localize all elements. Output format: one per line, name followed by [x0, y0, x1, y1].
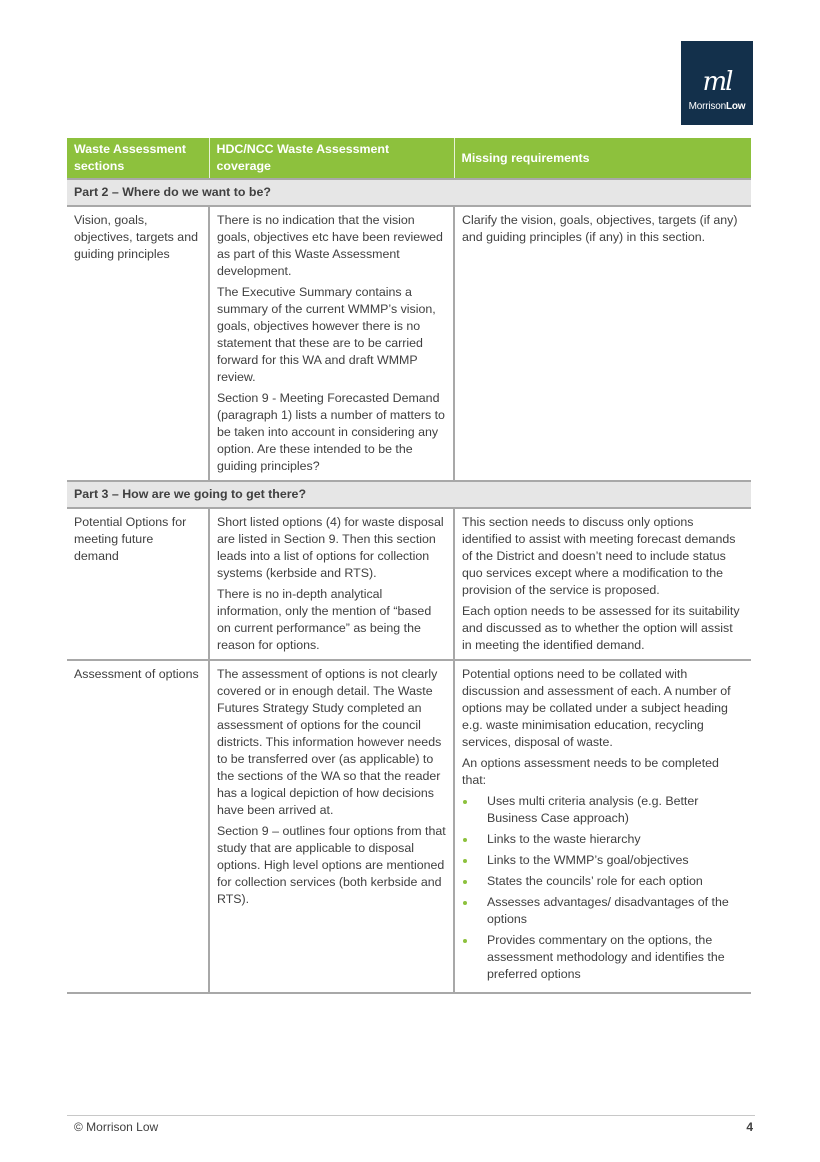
footer-copyright: © Morrison Low	[74, 1120, 159, 1134]
logo-word-bold: Low	[725, 101, 746, 112]
bullet-item: Provides commentary on the options, the assessment methodology and identifies the preferred options	[462, 932, 744, 983]
logo-mark: ml	[702, 67, 732, 97]
coverage-paragraph: Short listed options (4) for waste disposal are listed in Section 9. Then this section leads into a list of options for collection systems (kerbside and RTS).	[217, 515, 444, 580]
row-missing	[454, 660, 751, 993]
part-3-heading: Part 3 – How are we going to get there?	[67, 481, 751, 508]
bullet-item: Links to the WMMP’s goal/objectives	[462, 852, 744, 869]
logo-wordmark	[689, 101, 746, 113]
coverage-paragraph: The Executive Summary contains a summary of the current WMMP’s vision, goals, objectives however there is no statement that these are to be carried forward for this WA and draft WMMP review.	[217, 285, 436, 384]
options-assessment-list	[462, 793, 744, 983]
table-header-row	[67, 138, 751, 179]
missing-paragraph: An options assessment needs to be completed that:	[462, 756, 719, 787]
coverage-paragraph: Section 9 - Meeting Forecasted Demand (paragraph 1) lists a number of matters to be taken into account in considering any option. Are these intended to be the guiding principles?	[217, 391, 445, 473]
coverage-paragraph: The assessment of options is not clearly covered or in enough detail. The Waste Futures Strategy Study completed an assessment of options for the council districts. This information however needs to be transferred over (as applicable) to the sections of the WA so that the reader has a logical depiction of how decisions have been arrived at.	[217, 667, 442, 817]
header-missing: Missing requirements	[454, 138, 751, 179]
part-2-row	[67, 179, 751, 206]
row-missing	[454, 508, 751, 660]
page-number: 4	[746, 1120, 753, 1134]
header-coverage: HDC/NCC Waste Assessment coverage	[209, 138, 454, 179]
logo-word-light: Morrison	[688, 101, 726, 112]
bullet-item: Links to the waste hierarchy	[462, 831, 744, 848]
row-coverage	[209, 660, 454, 993]
footer-divider	[67, 1115, 755, 1116]
row-coverage	[209, 206, 454, 481]
part-2-heading: Part 2 – Where do we want to be?	[67, 179, 751, 206]
missing-paragraph: Each option needs to be assessed for its suitability and discussed as to whether the option will assist in meeting the identified demand.	[462, 604, 740, 652]
coverage-paragraph: Section 9 – outlines four options from that study that are applicable to disposal options. High level options are mentioned for collection services (both kerbside and RTS).	[217, 824, 446, 906]
bullet-item: States the councils’ role for each option	[462, 873, 744, 890]
missing-paragraph: This section needs to discuss only options identified to assist with meeting forecast demands of the District and doesn’t need to include status quo services except where a modification to the provision of the service is proposed.	[462, 515, 736, 597]
table-row	[67, 660, 751, 993]
row-section: Potential Options for meeting future demand	[67, 508, 209, 660]
part-3-row	[67, 481, 751, 508]
row-missing	[454, 206, 751, 481]
waste-assessment-table	[67, 138, 751, 994]
coverage-paragraph: There is no in-depth analytical information, only the mention of “based on current performance” as being the reason for options.	[217, 587, 432, 652]
coverage-paragraph: There is no indication that the vision goals, objectives etc have been reviewed as part of this Waste Assessment development.	[217, 213, 443, 278]
row-coverage	[209, 508, 454, 660]
bullet-item: Assesses advantages/ disadvantages of the options	[462, 894, 744, 928]
missing-paragraph: Clarify the vision, goals, objectives, targets (if any) and guiding principles (if any) in this section.	[462, 213, 738, 244]
bullet-item: Uses multi criteria analysis (e.g. Better Business Case approach)	[462, 793, 744, 827]
morrison-low-logo	[681, 41, 753, 125]
table-row	[67, 206, 751, 481]
row-section: Vision, goals, objectives, targets and guiding principles	[67, 206, 209, 481]
row-section: Assessment of options	[67, 660, 209, 993]
missing-paragraph: Potential options need to be collated with discussion and assessment of each. A number of options may be collated under a subject heading e.g. waste minimisation education, recycling services, disposal of waste.	[462, 667, 731, 749]
header-sections: Waste Assessment sections	[67, 138, 209, 179]
table-row	[67, 508, 751, 660]
